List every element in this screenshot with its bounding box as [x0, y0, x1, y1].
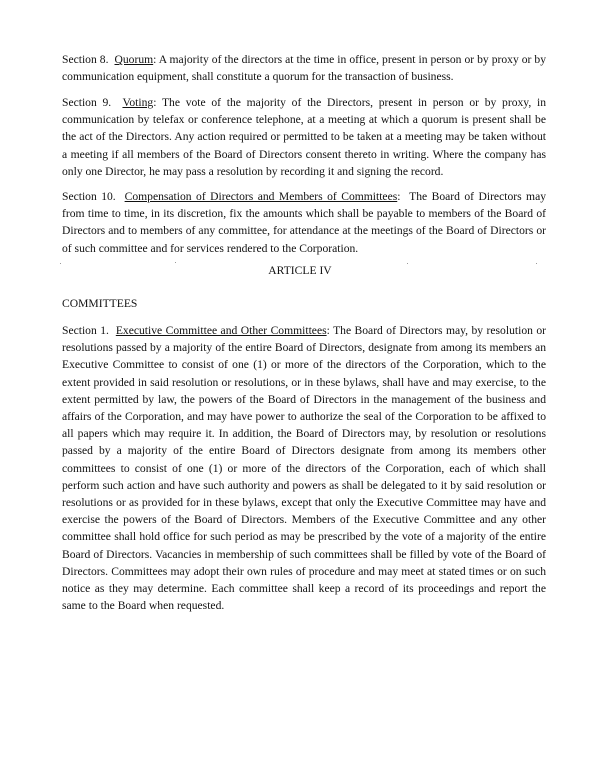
section-9-number: Section 9. [62, 96, 112, 109]
committees-heading: COMMITTEES [62, 297, 138, 310]
section-10-text: The Board of Directors may from time to time, in its discretion, fix the amounts which shall be payable to members of the Board of Directors and to members of any committee, for attendance at the meetings of the Board of Directors or of such committee and for services rendered to the Corporation. [62, 190, 547, 255]
article-4-section-1-number: Section 1. [62, 324, 109, 337]
section-9-paragraph: Section 9. Voting: The vote of the majority of the Directors, present in person or by proxy, in communication by telefax or conference telephone, at a meeting at which a quorum is present shall be the act of the Directors. Any action required or permitted to be taken at a meeting may be taken without a meeting if all members of the Board of Directors consent thereto in writing. Where the company has only one Director, he may pass a resolution by recording it and signing the record. [62, 96, 546, 178]
article-heading: ARTICLE IV [268, 264, 332, 277]
section-10-paragraph: Section 10. Compensation of Directors and Members of Committees: The Board of Directors may from time to time, in its discretion, fix the amounts which shall be payable to members of the Board of Directors and to members of any committee, for attendance at the meetings of the Board of Directors or of such committee and for services rendered to the Corporation. [62, 190, 547, 255]
section-8-text: A majority of the directors at the time in office, present in person or by proxy or by communication equipment, shall constitute a quorum for the transaction of business. [62, 53, 547, 84]
section-9-title: Voting [122, 96, 154, 109]
scan-speck [175, 262, 176, 263]
article-4-section-1-text: The Board of Directors may, by resolution or resolutions passed by a majority of the entire Board of Directors, designate from among its members an Executive Committee to consist of one (1) or more of the directors of the Corporation, which to the extent provided in said resolution or resolutions, or in these bylaws, shall have and may exercise, to the extent permitted by law, the powers of the Board of Directors in the management of the business and affairs of the Corporation, and may have power to authorize the seal of the Corporation to be affixed to all papers which may require it. In addition, the Board of Directors may, by resolution or resolutions passed by a majority of the entire Board of Directors designate from among its members other committees to consist of one (1) or more of the directors of the Corporation, each of which shall perform such action and have such authority and powers as shall be delegated to it by said resolution or resolutions or as provided for in these bylaws, except that only the Executive Committee may have and exercise the powers of the Board of Directors. Members of the Executive Committee and any other committee shall hold office for such period as may be prescribed by the vote of a majority of the entire Board of Directors. Vacancies in membership of such committees shall be filled by vote of the Board of Directors. Committees may adopt their own rules of procedure and may meet at stated times or on such notice as they may determine. Each committee shall keep a record of its proceedings and report the same to the Board when requested. [62, 324, 547, 613]
section-10-title: Compensation of Directors and Members of Committees [124, 190, 398, 203]
article-4-section-1-paragraph: Section 1. Executive Committee and Other Committees: The Board of Directors may, by resolution or resolutions passed by a majority of the entire Board of Directors, designate from among its members an Executive Committee to consist of one (1) or more of the directors of the Corporation, which to the extent provided in said resolution or resolutions, or in these bylaws, shall have and may exercise, to the extent permitted by law, the powers of the Board of Directors in the management of the business and affairs of the Corporation, and may have power to authorize the seal of the Corporation to be affixed to all papers which may require it. In addition, the Board of Directors may, by resolution or resolutions passed by a majority of the entire Board of Directors designate from among its members other committees to consist of one (1) or more of the directors of the Corporation, each of which shall perform such action and have such authority and powers as shall be delegated to it by said resolution or resolutions or as provided for in these bylaws, except that only the Executive Committee may have and exercise the powers of the Board of Directors. Members of the Executive Committee and any other committee shall hold office for such period as may be prescribed by the vote of a majority of the entire Board of Directors. Vacancies in membership of such committees shall be filled by vote of the Board of Directors. Committees may adopt their own rules of procedure and may meet at stated times or on such notice as they may determine. Each committee shall keep a record of its proceedings and report the same to the Board when requested. [62, 324, 547, 613]
section-8-paragraph: Section 8. Quorum: A majority of the directors at the time in office, present in person or by proxy or by communication equipment, shall constitute a quorum for the transaction of business. [62, 53, 547, 84]
section-8-title: Quorum [114, 53, 154, 66]
section-8-number: Section 8. [62, 53, 109, 66]
section-9-text: The vote of the majority of the Directors, present in person or by proxy, in communication by telefax or conference telephone, at a meeting at which a quorum is present shall be the act of the Directors. Any action required or permitted to be taken at a meeting may be taken without a meeting if all members of the Board of Directors consent thereto in writing. Where the company has only one Director, he may pass a resolution by recording it and signing the record. [62, 96, 546, 178]
section-10-number: Section 10. [62, 190, 116, 203]
article-4-section-1-title: Executive Committee and Other Committees [115, 324, 327, 337]
